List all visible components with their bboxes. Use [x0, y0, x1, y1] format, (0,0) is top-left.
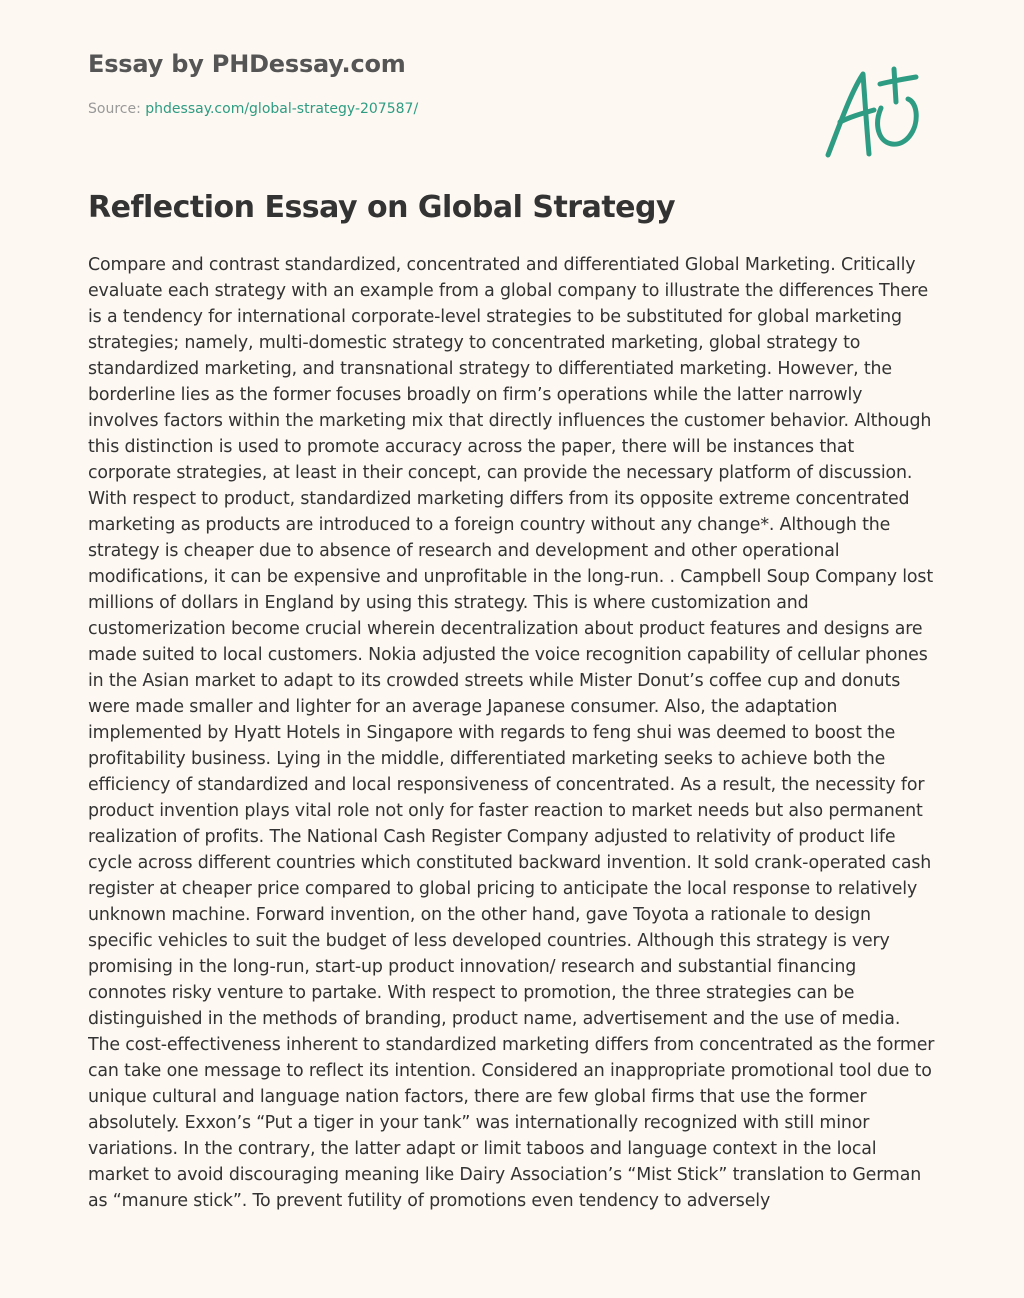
logo-plus-vertical — [894, 69, 896, 102]
source-label: Source: — [88, 101, 146, 117]
essay-body: Compare and contrast standardized, concentrated and differentiated Global Marketing. Critically evaluate each strategy with an example from a global company to illustrate the differences There is a tendency for international corporate-level strategies to be substituted for global marketing strategies; namely, multi-domestic strategy to concentrated marketing, global strategy to standardized marketing, and transnational strategy to differentiated marketing. However, the borderline lies as the former focuses broadly on firm’s operations while the latter narrowly involves factors within the marketing mix that directly influences the customer behavior. Although this distinction is used to promote accuracy across the paper, there will be instances that corporate strategies, at least in their concept, can provide the necessary platform of discussion. With respect to product, standardized marketing differs from its opposite extreme concentrated marketing as products are introduced to a foreign country without any change*. Although the strategy is cheaper due to absence of research and development and other operational modifications, it can be expensive and unprofitable in the long-run. . Campbell Soup Company lost millions of dollars in England by using this strategy. This is where customization and customerization become crucial wherein decentralization about product features and designs are made suited to local customers. Nokia adjusted the voice recognition capability of cellular phones in the Asian market to adapt to its crowded streets while Mister Donut’s coffee cup and donuts were made smaller and lighter for an average Japanese consumer. Also, the adaptation implemented by Hyatt Hotels in Singapore with regards to feng shui was deemed to boost the profitability business. Lying in the middle, differentiated marketing seeks to achieve both the efficiency of standardized and local responsiveness of concentrated. As a result, the necessity for product invention plays vital role not only for faster reaction to market needs but also permanent realization of profits. The National Cash Register Company adjusted to relativity of product life cycle across different countries which constituted backward invention. It sold crank-operated cash register at cheaper price compared to global pricing to anticipate the local response to relatively unknown machine. Forward invention, on the other hand, gave Toyota a rationale to design specific vehicles to suit the budget of less developed countries. Although this strategy is very promising in the long-run, start-up product innovation/ research and substantial financing connotes risky venture to partake. With respect to promotion, the three strategies can be distinguished in the methods of branding, product name, advertisement and the use of media. The cost-effectiveness inherent to standardized marketing differs from concentrated as the former can take one message to reflect its intention. Considered an inappropriate promotional tool due to unique cultural and language nation factors, there are few global firms that use the former absolutely. Exxon’s “Put a tiger in your tank” was internationally recognized with still minor variations. In the contrary, the latter adapt or limit taboos and language context in the local market to avoid discouraging meaning like Dairy Association’s “Mist Stick” translation to German as “manure stick”. To prevent futility of promotions even tendency to adversely — [88, 255, 935, 1211]
site-title: Essay by PHDessay.com — [88, 50, 406, 78]
source-line — [88, 101, 418, 117]
a-plus-logo-icon — [818, 62, 934, 162]
logo-plus-horizontal — [880, 77, 916, 84]
source-link[interactable]: phdessay.com/global-strategy-207587/ — [145, 101, 419, 117]
essay-title: Reflection Essay on Global Strategy — [88, 190, 676, 225]
logo-smile-curve — [878, 99, 917, 144]
